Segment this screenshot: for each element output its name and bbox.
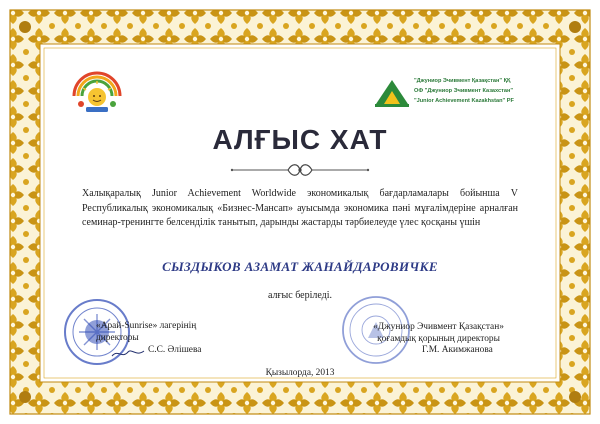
certificate-text: Халықаралық Junior Achievement Worldwide экономикалық бағдарламалары бойынша V Республикалық экономикалық «Бизнес-Мансап» ауысымда экономика пәні мұғалімдеріне арналған семинар-тренингте белсенділік танытып, дарынды жастарды тәрбиелеуде үлес қосқаны үшін bbox=[82, 188, 518, 229]
city-year: Қызылорда, 2013 bbox=[265, 368, 335, 378]
recipient-name: СЫЗДЫКОВ АЗАМАТ ЖАНАЙДАРОВИЧКЕ bbox=[162, 259, 438, 274]
certificate-title: АЛҒЫС ХАТ bbox=[212, 124, 388, 155]
left-signatory-role bbox=[96, 320, 196, 344]
right-signatory-role bbox=[356, 321, 521, 345]
ja-organization-names bbox=[414, 76, 514, 106]
left-role-line2: директоры bbox=[96, 333, 139, 343]
title-divider bbox=[226, 162, 374, 178]
right-role-line1: «Джуниор Эчивмент Қазақстан» bbox=[373, 322, 504, 332]
left-signatory-name: С.С. Әлішева bbox=[148, 345, 202, 355]
right-signatory-name: Г.М. Акимжанова bbox=[422, 345, 493, 355]
left-signature bbox=[110, 347, 146, 359]
awarded-line: алғыс беріледі. bbox=[267, 290, 333, 301]
ja-name-kz: "Джуниор Эчивмент Қазақстан" ҚҚ bbox=[414, 78, 511, 84]
camp-logo bbox=[68, 70, 126, 116]
right-role-line2: қоғамдық қорының директоры bbox=[377, 334, 500, 344]
left-role-line1: «Арай-Sunrise» лагерінің bbox=[96, 321, 197, 331]
junior-achievement-logo bbox=[372, 76, 412, 108]
ja-name-ru: ОФ "Джуниор Эчивмент Казахстан" bbox=[414, 88, 513, 94]
ja-name-en: "Junior Achievement Kazakhstan" PF bbox=[414, 98, 514, 104]
